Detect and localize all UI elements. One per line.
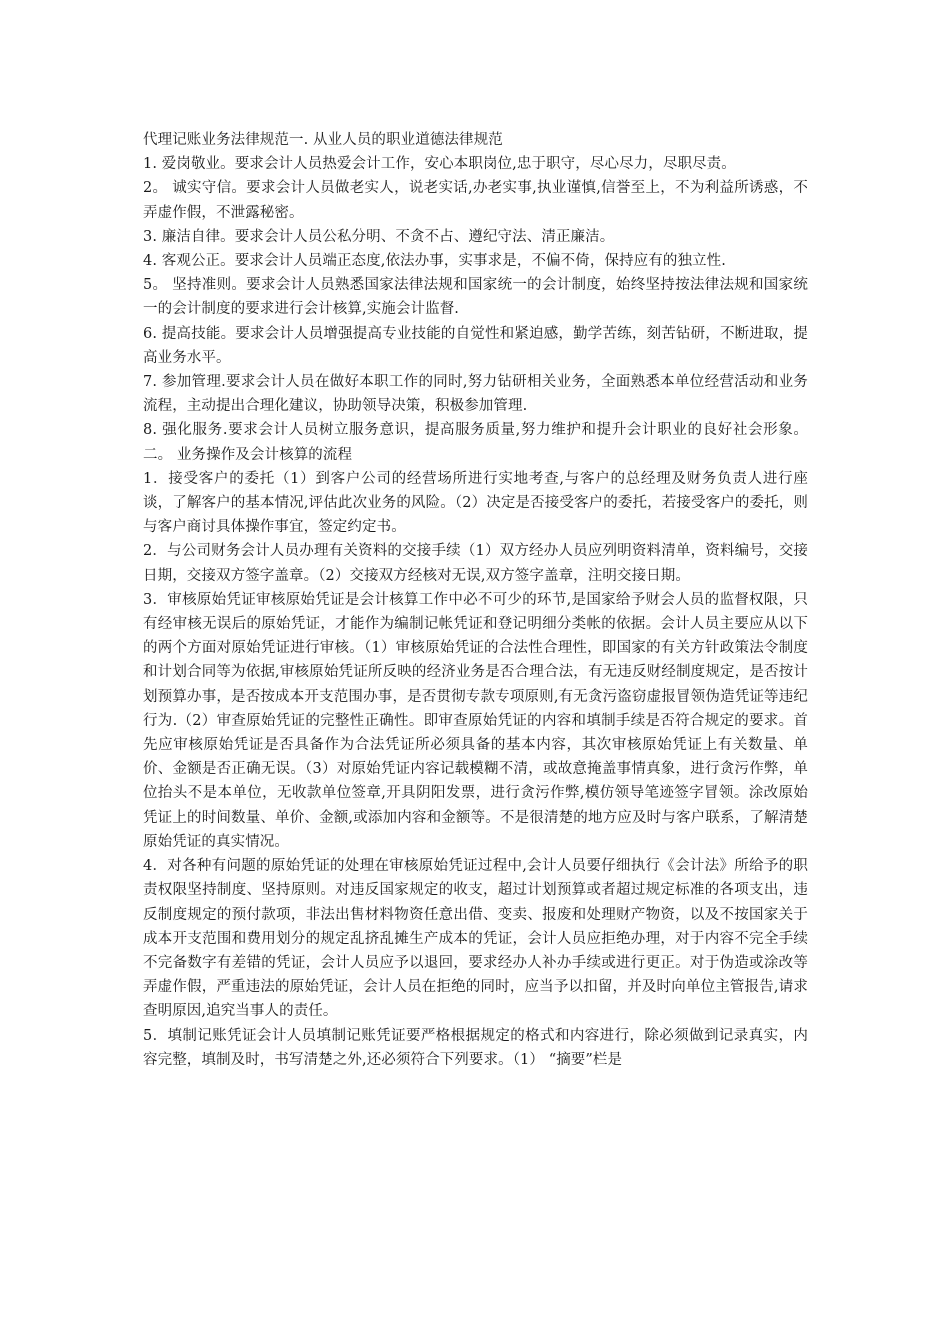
paragraph-3: 3. 廉洁自律。要求会计人员公私分明、不贪不占、遵纪守法、清正廉洁。 <box>143 228 615 245</box>
document-title: 代理记账业务法律规范一. 从业人员的职业道德法律规范 <box>143 132 503 148</box>
paragraph-4: 4. 客观公正。要求会计人员端正态度,依法办事，实事求是，不偏不倚，保持应有的独立性. <box>143 253 726 270</box>
paragraph-1: 1. 爱岗敬业。要求会计人员热爱会计工作，安心本职岗位,忠于职守，尽心尽力，尽职尽责。 <box>143 156 736 173</box>
paragraph-11: 3．审核原始凭证审核原始凭证是会计核算工作中必不可少的环节,是国家给予财会人员的监督权限，只有经审核无误后的原始凭证，才能作为编制记帐凭证和登记明细分类帐的依据。会计人员主要应从以下的两个方面对原始凭证进行审核。（1）审核原始凭证的合法性合理性，即国家的有关方针政策法令制度和计划合同等为依据,审核原始凭证所反映的经济业务是否合理合法，有无违反财经制度规定，是否按计划预算办事，是否按成本开支范围办事，是否贯彻专款专项原则,有无贪污盗窃虚报冒领伪造凭证等违纪行为.（2）审查原始凭证的完整性正确性。即审查原始凭证的内容和填制手续是否符合规定的要求。首先应审核原始凭证是否具备作为合法凭证所必须具备的基本内容，其次审核原始凭证上有关数量、单价、金额是否正确无误。（3）对原始凭证内容记载模糊不清，或故意掩盖事情真象，进行贪污作弊，单位抬头不是本单位，无收款单位签章,开具阴阳发票，进行贪污作弊,模仿领导笔迹签字冒领。涂改原始凭证上的时间数量、单价、金额,或添加内容和金额等。不是很清楚的地方应及时与客户联系，了解清楚原始凭证的真实情况。 <box>143 591 808 850</box>
paragraph-10: 2．与公司财务会计人员办理有关资料的交接手续（1）双方经办人员应列明资料清单，资料编号，交接日期，交接双方签字盖章。（2）交接双方经核对无误,双方签字盖章，注明交接日期。 <box>143 543 808 584</box>
paragraph-5: 5。 坚持准则。要求会计人员熟悉国家法律法规和国家统一的会计制度，始终坚持按法律法规和国家统一的会计制度的要求进行会计核算,实施会计监督. <box>143 277 808 318</box>
paragraph-13: 5．填制记账凭证会计人员填制记账凭证要严格根据规定的格式和内容进行，除必须做到记录真实，内容完整，填制及时，书写清楚之外,还必须符合下列要求。（1） “摘要”栏是 <box>143 1027 808 1068</box>
paragraph-8: 8. 强化服务.要求会计人员树立服务意识，提高服务质量,努力维护和提升会计职业的良好社会形象。二。 业务操作及会计核算的流程 <box>143 422 808 463</box>
paragraph-2: 2。 诚实守信。要求会计人员做老实人，说老实话,办老实事,执业谨慎,信誉至上，不为利益所诱惑，不弄虚作假，不泄露秘密。 <box>143 180 808 221</box>
paragraph-12: 4．对各种有问题的原始凭证的处理在审核原始凭证过程中,会计人员要仔细执行《会计法》所给予的职责权限坚持制度、坚持原则。对违反国家规定的收支，超过计划预算或者超过规定标准的各项支出，违反制度规定的预付款项，非法出售材料物资任意出借、变卖、报废和处理财产物资，以及不按国家关于成本开支范围和费用划分的规定乱挤乱摊生产成本的凭证，会计人员应拒绝办理，对于内容不完全手续不完备数字有差错的凭证，会计人员应予以退回，要求经办人补办手续或进行更正。对于伪造或涂改等弄虚作假，严重违法的原始凭证，会计人员在拒绝的同时，应当予以扣留，并及时向单位主管报告,请求查明原因,追究当事人的责任。 <box>143 858 808 1020</box>
paragraph-9: 1．接受客户的委托（1）到客户公司的经营场所进行实地考查,与客户的总经理及财务负责人进行座谈，了解客户的基本情况,评估此次业务的风险。（2）决定是否接受客户的委托，若接受客户的委托，则与客户商讨具体操作事宜，签定约定书。 <box>143 470 808 536</box>
document-page <box>143 128 808 1072</box>
paragraph-7: 7. 参加管理.要求会计人员在做好本职工作的同时,努力钻研相关业务，全面熟悉本单位经营活动和业务流程，主动提出合理化建议，协助领导决策，积极参加管理. <box>143 374 808 415</box>
paragraph-6: 6. 提高技能。要求会计人员增强提高专业技能的自觉性和紧迫感，勤学苦练，刻苦钻研，不断进取，提高业务水平。 <box>143 325 808 366</box>
